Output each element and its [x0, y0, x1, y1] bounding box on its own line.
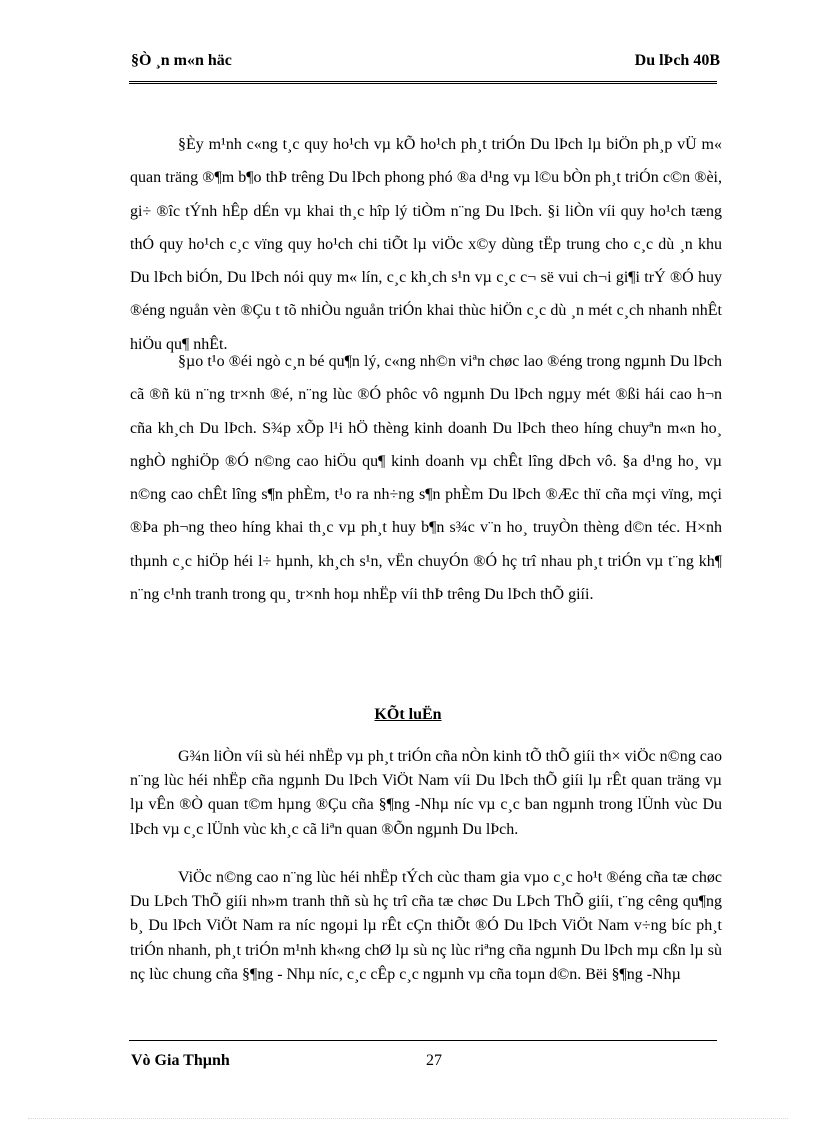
conclusion-paragraph-2: ViÖc n©ng cao n¨ng lùc héi nhËp tÝch cùc tham gia vµo c¸c ho¹t ®éng cña tæ chøc Du LÞch ThÕ giíi nh»m tranh thñ sù hç trî cña tæ chøc Du LÞch ThÕ giíi, t¨ng cêng qu¶ng b¸ Du lÞch ViÖt Nam ra níc ngoµi lµ rÊt cÇn thiÕt ®Ó Du lÞch ViÖt Nam v÷ng bíc ph¸t triÓn nhanh, ph¸t triÓn m¹nh kh«ng chØ lµ sù nç lùc riªng cña ngµnh Du lÞch mµ cßn lµ sù nç lùc chung cña §¶ng - Nhµ níc, c¸c cÊp c¸c ngµnh vµ cña toµn d©n. Bëi §¶ng -Nhµ	[130, 869, 722, 983]
page-edge-divider	[28, 1118, 788, 1119]
section-heading-conclusion: KÕt luËn	[374, 706, 442, 723]
header-class-name: Du lÞch 40B	[634, 52, 720, 69]
conclusion-paragraph-1: G¾n liÒn víi sù héi nhËp vµ ph¸t triÓn cña nÒn kinh tÕ thÕ giíi th× viÖc n©ng cao n¨ng lùc héi nhËp cña ngµnh Du lÞch ViÖt Nam víi Du lÞch thÕ giíi lµ rÊt quan träng vµ lµ vÊn ®Ò quan t©m hµng ®Çu cña §¶ng -Nhµ níc vµ c¸c ban ngµnh trong lÜnh vùc Du lÞch vµ c¸c lÜnh vùc kh¸c cã liªn quan ®Õn ngµnh Du lÞch.	[130, 748, 722, 838]
body-paragraph-1: §Èy m¹nh c«ng t¸c quy ho¹ch vµ kÕ ho¹ch ph¸t triÓn Du lÞch lµ biÖn ph¸p vÜ m« quan träng ®¶m b¶o thÞ trêng Du lÞch phong phó ®a d¹ng vµ l©u bÒn ph¸t triÓn c©n ®èi, gi÷ ®îc tÝnh hÊp dÉn vµ khai th¸c hîp lý tiÒm n¨ng Du lÞch. §i liÒn víi quy ho¹ch tæng thÓ quy ho¹ch c¸c vïng quy ho¹ch chi tiÕt lµ viÖc x©y dùng tËp trung cho c¸c dù ¸n khu Du lÞch biÓn, Du lÞch nói quy m« lín, c¸c kh¸ch s¹n vµ c¸c c¬ së vui ch¬i gi¶i trÝ ®Ó huy ®éng nguån vèn ®Çu t tõ nhiÒu nguån triÓn khai thùc hiÖn c¸c dù ¸n mét c¸ch nhanh nhÊt hiÖu qu¶ nhÊt.	[130, 136, 722, 353]
header-course-title: §Ò ¸n m«n häc	[131, 52, 232, 69]
footer-author: Vò Gia Thµnh	[131, 1052, 230, 1069]
header-rule	[129, 81, 717, 84]
footer-rule	[129, 1040, 717, 1041]
body-paragraph-2: §µo t¹o ®éi ngò c¸n bé qu¶n lý, c«ng nh©n viªn chøc lao ®éng trong ngµnh Du lÞch cã ®ñ kü n¨ng tr×nh ®é, n¨ng lùc ®Ó phôc vô ngµnh Du lÞch ngµy mét ®ßi hái cao h¬n cña kh¸ch Du lÞch. S¾p xÕp l¹i hÖ thèng kinh doanh Du lÞch theo híng chuyªn m«n ho¸ nghÒ nghiÖp ®Ó n©ng cao hiÖu qu¶ kinh doanh vµ chÊt lîng dÞch vô. §a d¹ng ho¸ vµ n©ng cao chÊt lîng s¶n phÈm, t¹o ra nh÷ng s¶n phÈm Du lÞch ®Æc thï cña mçi vïng, mçi ®Þa ph¬ng theo híng khai th¸c vµ ph¸t huy b¶n s¾c v¨n ho¸ truyÒn thèng d©n téc. H×nh thµnh c¸c hiÖp héi l÷ hµnh, kh¸ch s¹n, vËn chuyÓn ®Ó hç trî nhau ph¸t triÓn vµ t¨ng kh¶ n¨ng c¹nh tranh trong qu¸ tr×nh hoµ nhËp víi thÞ trêng Du lÞch thÕ giíi.	[130, 353, 722, 604]
page-number: 27	[426, 1052, 442, 1069]
